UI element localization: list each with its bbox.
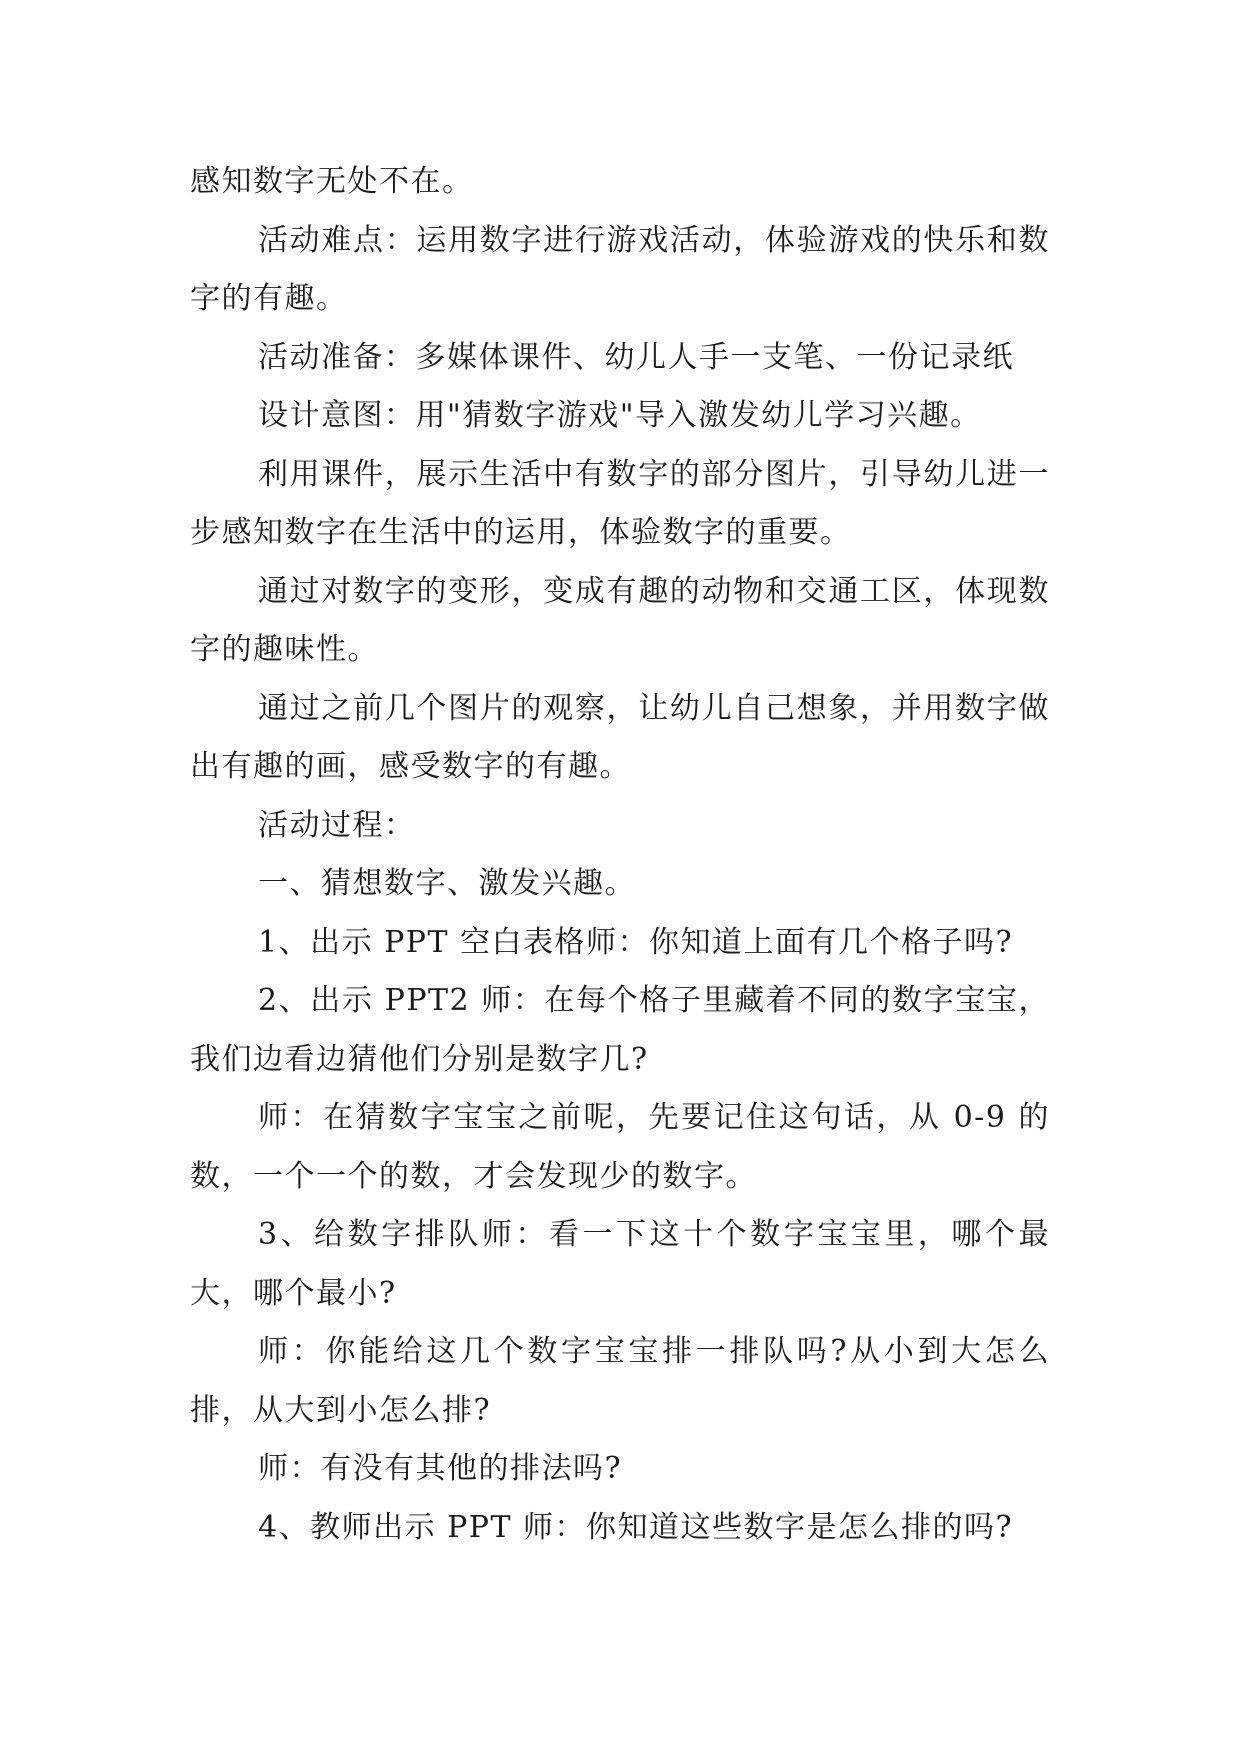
paragraph: 活动准备：多媒体课件、幼儿人手一支笔、一份记录纸 [258, 339, 1014, 375]
list-item: 3、给数字排队师：看一下这十个数字宝宝里，哪个最大，哪个最小? [190, 1217, 1050, 1311]
paragraph: 感知数字无处不在。 [190, 164, 474, 199]
paragraph: 设计意图：用"猜数字游戏"导入激发幼儿学习兴趣。 [258, 398, 982, 433]
list-item: 1、出示 PPT 空白表格师：你知道上面有几个格子吗? [258, 924, 1014, 960]
paragraph: 通过之前几个图片的观察，让幼儿自己想象，并用数字做出有趣的画，感受数字的有趣。 [190, 690, 1050, 784]
paragraph: 通过对数字的变形，变成有趣的动物和交通工区，体现数字的趣味性。 [190, 573, 1050, 667]
paragraph: 师：有没有其他的排法吗? [258, 1451, 623, 1486]
section-heading: 活动过程： [258, 807, 416, 843]
paragraph: 利用课件，展示生活中有数字的部分图片，引导幼儿进一步感知数字在生活中的运用，体验数字的重要。 [190, 456, 1050, 550]
paragraph: 师：在猜数字宝宝之前呢，先要记住这句话，从 0-9 的数，一个一个的数，才会发现少的数字。 [190, 1100, 1050, 1194]
document-body [190, 153, 1050, 1557]
list-item: 2、出示 PPT2 师：在每个格子里藏着不同的数字宝宝，我们边看边猜他们分别是数字几? [190, 983, 1050, 1077]
paragraph: 师：你能给这几个数字宝宝排一排队吗?从小到大怎么排，从大到小怎么排? [190, 1334, 1050, 1428]
subsection-heading: 一、猜想数字、激发兴趣。 [258, 866, 636, 901]
list-item: 4、教师出示 PPT 师：你知道这些数字是怎么排的吗? [258, 1509, 1014, 1545]
paragraph: 活动难点：运用数字进行游戏活动，体验游戏的快乐和数字的有趣。 [190, 222, 1050, 316]
